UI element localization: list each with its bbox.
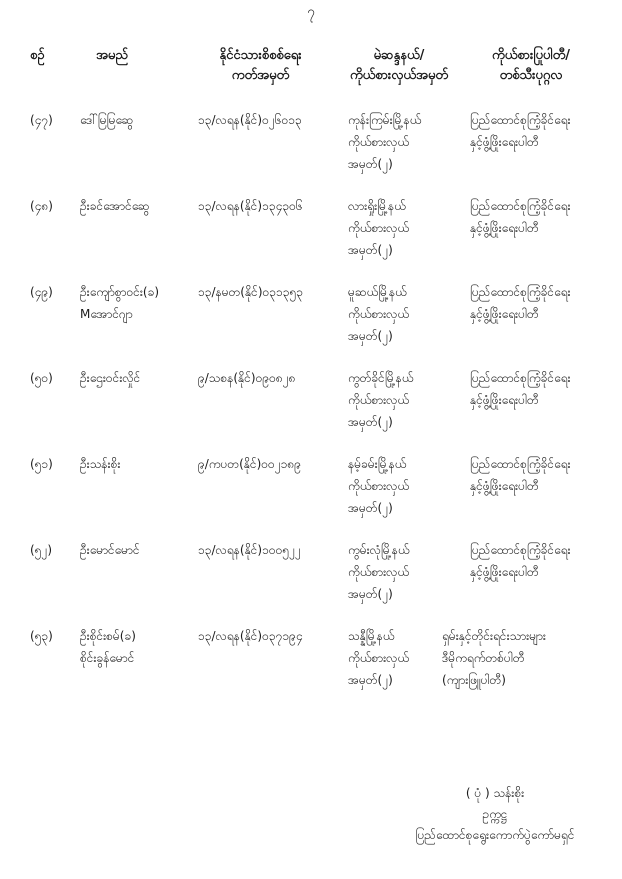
row-no: (၄၈) <box>30 199 53 213</box>
row-constituency: သန္နီမြို့နယ် ကိုယ်စားလှယ် အမှတ်(၂) <box>348 629 410 687</box>
row-name: ဒေါ်မြမြဆွေ <box>80 113 134 127</box>
row-constituency: ကုန်းကြမ်းမြို့နယ် ကိုယ်စားလှယ် အမှတ်(၂) <box>348 113 422 171</box>
table-row <box>0 195 622 275</box>
table-row <box>0 367 622 447</box>
page-number: ၇ <box>307 4 315 20</box>
signature-block <box>380 783 610 846</box>
signatory-title: ဥက္ကဋ္ဌ <box>482 807 508 821</box>
table-row <box>0 109 622 189</box>
row-registration: ၉/ကပတ(နိုင်)၀၀၂၁၈၉ <box>198 457 302 471</box>
row-registration: ၁၃/နမတ(နိုင်)၀၃၁၃၅၃ <box>198 285 304 299</box>
header-constituency: မဲဆန္ဒနယ်/ ကိုယ်စားလှယ်အမှတ် <box>349 48 449 83</box>
row-registration: ၁၃/လရန(နိုင်)၀၃၇၁၉၄ <box>198 629 303 643</box>
row-no: (၅၃) <box>30 629 53 643</box>
row-no: (၅၂) <box>30 543 53 557</box>
row-party: ပြည်ထောင်စုကြံ့ခိုင်ရေး နှင့်ဖွံ့ဖြိုးရေးပါတီ <box>470 543 571 579</box>
row-name: ဦးဌေးဝင်းလှိုင် <box>80 371 141 385</box>
row-no: (၅၀) <box>30 371 53 385</box>
row-party: ရှမ်းနှင့်တိုင်းရင်းသားများ ဒီမိုကရက်တစ်ပါတီ (ကျားဖြူပါတီ) <box>442 629 546 687</box>
row-constituency: နမ့်ခမ်းမြို့နယ် ကိုယ်စားလှယ် အမှတ်(၂) <box>348 457 410 515</box>
row-party: ပြည်ထောင်စုကြံ့ခိုင်ရေး နှင့်ဖွံ့ဖြိုးရေးပါတီ <box>470 113 571 149</box>
row-registration: ၁၃/လရန(နိုင်)၁၃၄၃၀၆ <box>198 199 303 213</box>
row-constituency: မူဆယ်မြို့နယ် ကိုယ်စားလှယ် အမှတ်(၂) <box>348 285 410 343</box>
table-row <box>0 281 622 361</box>
header-no: စဉ် <box>30 48 45 63</box>
header-party: ကိုယ်စားပြုပါတီ/ တစ်သီးပုဂ္ဂလ <box>492 48 570 83</box>
row-no: (၅၁) <box>30 457 53 471</box>
signed-by: ( ပုံ ) သန်းစိုး <box>465 786 525 800</box>
row-registration: ၁၃/လရန(နိုင်)၀၂၆၀၁၃ <box>198 113 302 127</box>
row-name: ဦးစိုင်းစမ်(ခ) စိုင်းခွန်မောင် <box>80 629 136 665</box>
row-name: ဦးကျော်စွာဝင်း(ခ) Mအောင်ဂျာ <box>80 285 160 321</box>
row-party: ပြည်ထောင်စုကြံ့ခိုင်ရေး နှင့်ဖွံ့ဖြိုးရေးပါတီ <box>470 199 571 235</box>
row-name: ဦးသန်းစိုး <box>80 457 121 471</box>
row-no: (၄၇) <box>30 113 53 127</box>
header-name: အမည် <box>96 48 128 63</box>
signatory-organization: ပြည်ထောင်စုရွေးကောက်ပွဲကော်မရှင် <box>415 828 575 842</box>
row-party: ပြည်ထောင်စုကြံ့ခိုင်ရေး နှင့်ဖွံ့ဖြိုးရေးပါတီ <box>470 457 571 493</box>
row-name: ဦးမောင်မောင် <box>80 543 140 557</box>
table-row <box>0 625 622 705</box>
row-no: (၄၉) <box>30 285 53 299</box>
table-row <box>0 539 622 619</box>
table-row <box>0 453 622 533</box>
row-party: ပြည်ထောင်စုကြံ့ခိုင်ရေး နှင့်ဖွံ့ဖြိုးရေးပါတီ <box>470 371 571 407</box>
header-registration: နိုင်ငံသားစိစစ်ရေး ကတ်အမှတ် <box>219 48 302 83</box>
row-constituency: ကွမ်းလုံမြို့နယ် ကိုယ်စားလှယ် အမှတ်(၂) <box>348 543 410 601</box>
row-name: ဦးခင်အောင်ဆွေ <box>80 199 150 213</box>
row-party: ပြည်ထောင်စုကြံ့ခိုင်ရေး နှင့်ဖွံ့ဖြိုးရေးပါတီ <box>470 285 571 321</box>
row-constituency: လားရှိုးမြို့နယ် ကိုယ်စားလှယ် အမှတ်(၂) <box>348 199 410 257</box>
row-registration: ၁၃/လရန(နိုင်)၁၀၀၅၂၂ <box>198 543 301 557</box>
row-constituency: ကွတ်ခိုင်မြို့နယ် ကိုယ်စားလှယ် အမှတ်(၂) <box>348 371 414 429</box>
row-registration: ၉/သစန(နိုင်)၀၉၀၈၂၈ <box>198 371 296 385</box>
